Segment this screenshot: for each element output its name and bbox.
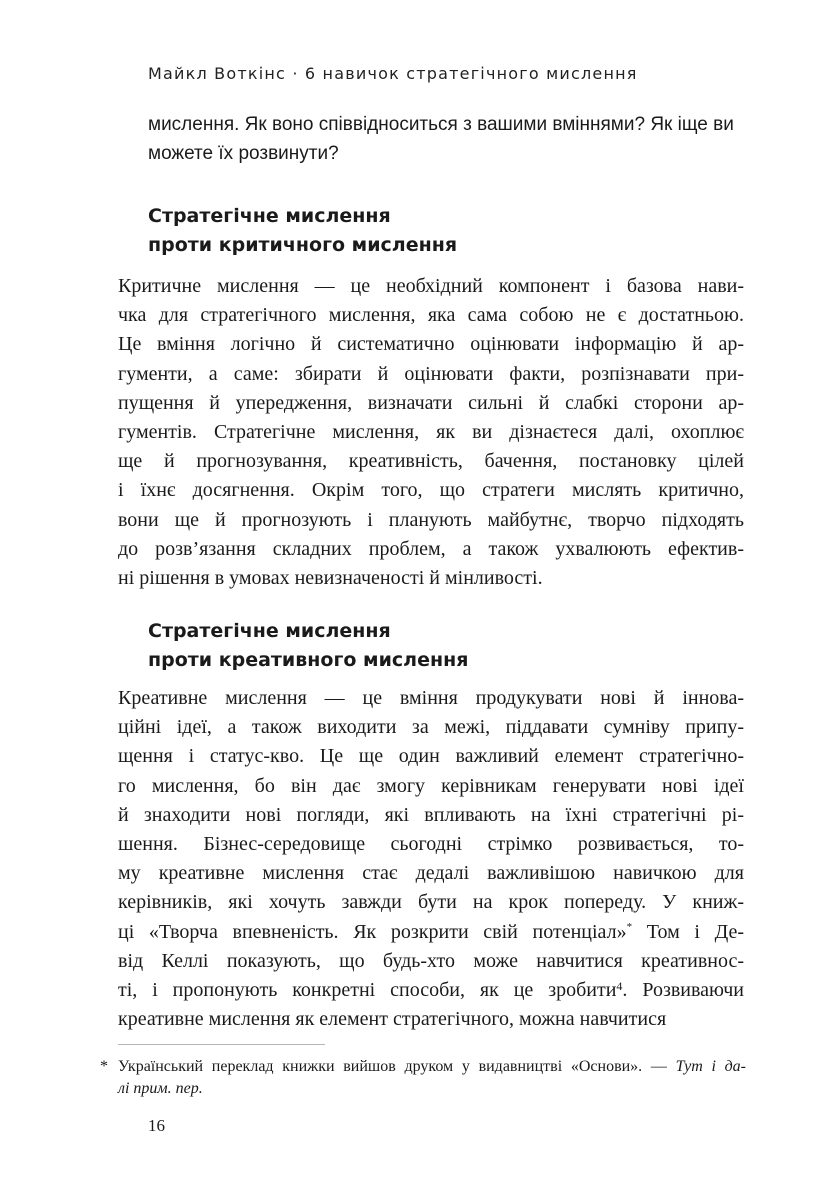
intro-line: можете їх розвинути? — [148, 143, 339, 164]
text-line-part: Том і Де- — [632, 920, 744, 943]
text-line: гументів. Стратегічне мислення, як ви дізнаєтеся далі, охоплює — [118, 421, 744, 444]
text-line: від Келлі показують, що будь-хто може навчитися креативнос- — [118, 949, 744, 972]
text-line: Це вміння логічно й систематично оцінювати інформацію й ар- — [118, 333, 744, 356]
heading-line: Стратегічне мислення — [148, 620, 391, 642]
footnote-italic: лі прим. пер. — [118, 1080, 203, 1097]
text-line: му креативне мислення стає дедалі важливішою навичкою для — [118, 862, 744, 885]
endnote-reference[interactable]: 4 — [616, 979, 623, 994]
text-line: го мислення, бо він дає змогу керівникам генерувати нові ідеї — [118, 774, 744, 797]
running-head: Майкл Воткінс · 6 навичок стратегічного мислення — [148, 64, 638, 83]
intro-paragraph — [148, 110, 748, 168]
footnote-italic: Тут і да- — [675, 1058, 746, 1075]
text-line-part: ті, і пропонують конкретні способи, як це зробити — [118, 979, 617, 1002]
footnote-part: Український переклад книжки вийшов друком у видавництві «Основи». — — [118, 1058, 676, 1075]
text-line: чка для стратегічного мислення, яка сама собою не є достатньою. — [118, 304, 744, 327]
footnote-text — [118, 1056, 746, 1100]
text-line: керівників, які хочуть завжди бути на крок попереду. У книж- — [118, 891, 744, 914]
text-line-part: ці «Творча впевненість. Як розкрити свій потенціал» — [118, 920, 627, 943]
text-line: й знаходити нові погляди, які впливають на їхні стратегічні рі- — [118, 803, 744, 826]
text-line: ні рішення в умовах невизначеності й мінливості. — [118, 567, 543, 590]
text-line: Критичне мислення — це необхідний компонент і базова нави- — [118, 275, 744, 297]
text-line: щення і статус-кво. Це ще один важливий елемент стратегічно- — [118, 745, 744, 768]
text-line: ційні ідеї, а також виходити за межі, піддавати сумніву припу- — [118, 716, 744, 739]
heading-line: проти критичного мислення — [148, 234, 458, 256]
text-line-part: . Розвиваючи — [622, 979, 744, 1002]
text-line: креативне мислення як елемент стратегічного, можна навчитися — [118, 1008, 667, 1031]
paragraph-creative-thinking — [118, 684, 744, 1034]
text-line: шення. Бізнес-середовище сьогодні стрімко розвивається, то- — [118, 833, 744, 856]
text-line: до розв’язання складних проблем, а також ухвалюють ефектив- — [118, 537, 744, 560]
text-line: і їхнє досягнення. Окрім того, що стратеги мислять критично, — [118, 479, 744, 502]
heading-line: проти креативного мислення — [148, 649, 469, 671]
heading-line: Стратегічне мислення — [148, 205, 391, 227]
text-line: ще й прогнозування, креативність, бачення, постановку цілей — [118, 450, 744, 473]
text-line — [118, 976, 744, 1005]
footnote-line — [118, 1056, 746, 1078]
footnote-line — [118, 1078, 746, 1100]
text-line: вони ще й прогнозують і планують майбутнє, творчо підходять — [118, 508, 744, 531]
text-line: гументи, а саме: збирати й оцінювати факти, розпізнавати при- — [118, 362, 744, 385]
footnote-reference[interactable]: * — [626, 920, 633, 933]
section-heading-creative — [148, 617, 748, 675]
text-line: Креативне мислення — це вміння продукувати нові й іннова- — [118, 687, 744, 709]
page-number: 16 — [148, 1116, 165, 1135]
paragraph-critical-thinking — [118, 272, 744, 593]
intro-line: мислення. Як воно співвідноситься з вашими вміннями? Як іще ви — [148, 114, 734, 135]
text-line — [118, 918, 744, 947]
footnote-divider — [118, 1044, 325, 1045]
text-line: пущення й упередження, визначати сильні й слабкі сторони ар- — [118, 391, 744, 414]
footnote-mark: * — [100, 1058, 108, 1075]
section-heading-critical — [148, 202, 748, 260]
